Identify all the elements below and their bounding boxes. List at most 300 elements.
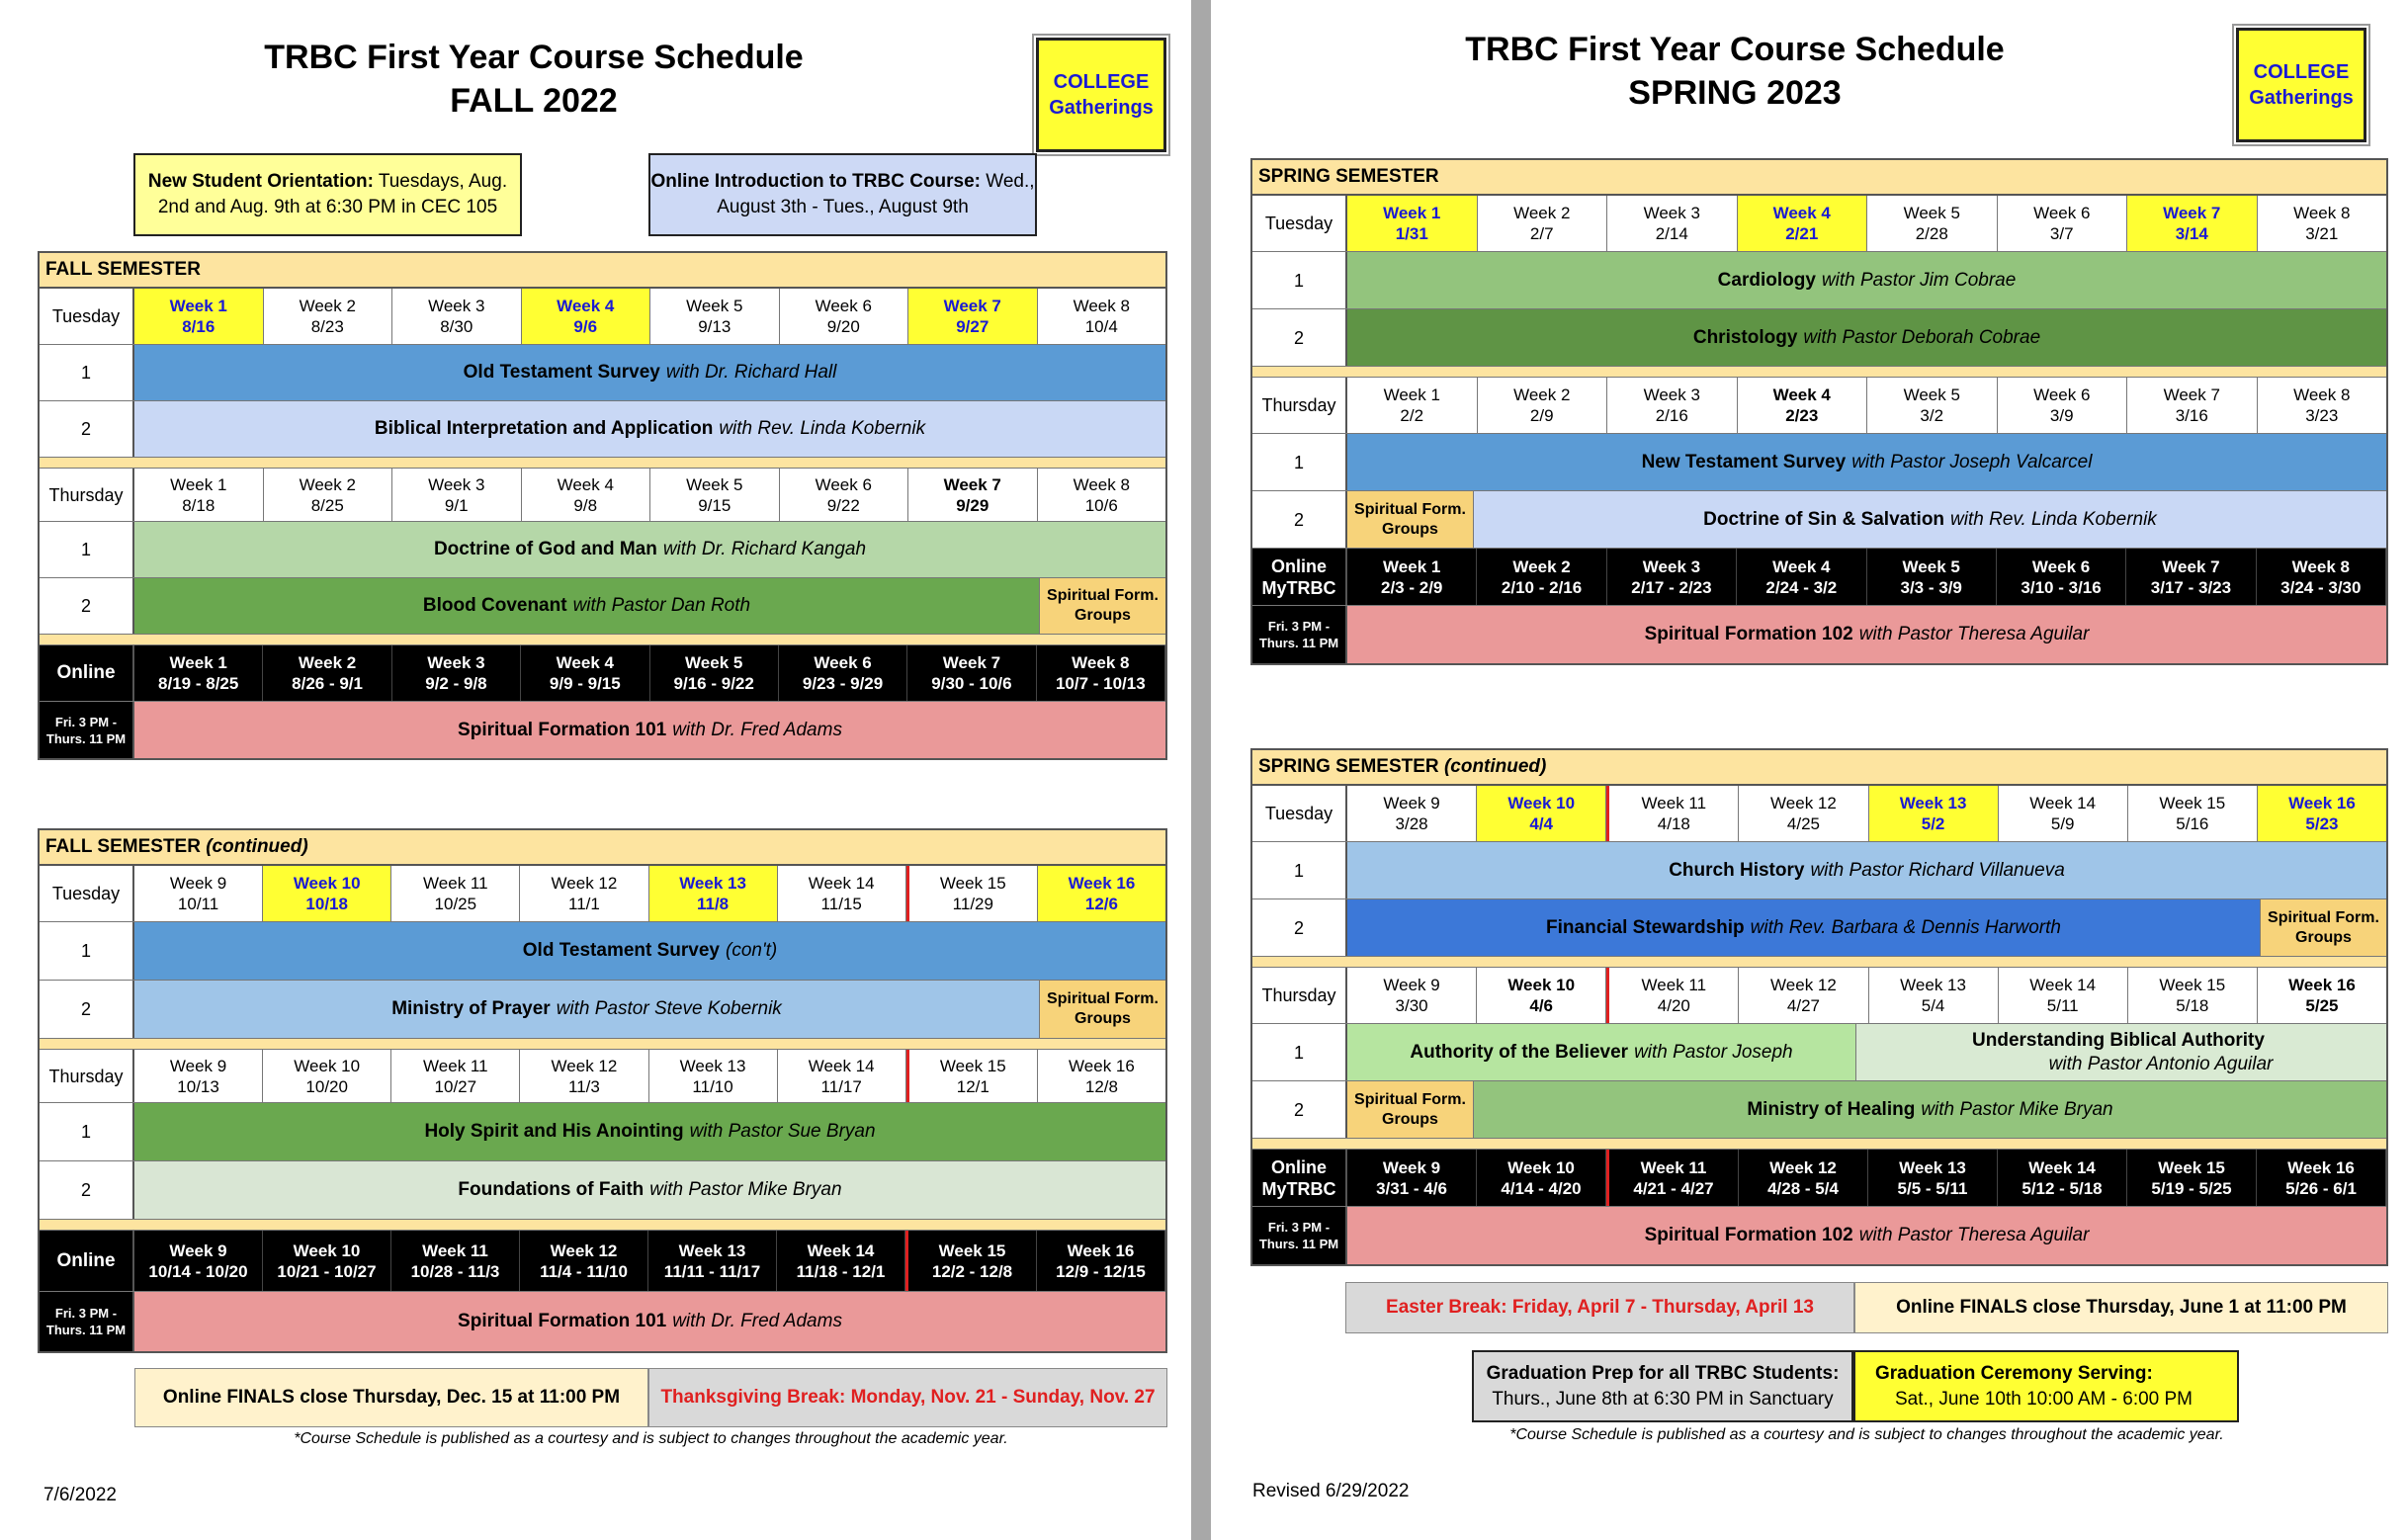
week-cell bbox=[2128, 786, 2258, 841]
row-label: 2 bbox=[40, 1161, 134, 1219]
week-cell bbox=[1999, 786, 2128, 841]
college-gatherings-badge bbox=[2236, 28, 2366, 142]
week-cell bbox=[520, 1231, 648, 1291]
week-cell bbox=[520, 1050, 648, 1102]
tuesday-class-1-row bbox=[1252, 842, 2386, 899]
course-instructor: with Pastor Deborah Cobrae bbox=[1803, 326, 2041, 348]
time-line1: Fri. 3 PM - bbox=[1267, 619, 1331, 634]
week-date: 8/23 bbox=[310, 317, 344, 336]
thursday-class-1-row bbox=[40, 1103, 1165, 1161]
week-date: 9/29 bbox=[956, 495, 989, 515]
week-date: 9/8 bbox=[573, 495, 598, 515]
week-label: Week 16 bbox=[2287, 1157, 2355, 1177]
row-label: 1 bbox=[40, 922, 134, 980]
tuesday-week-row bbox=[40, 866, 1165, 922]
week-date: 10/14 - 10/20 bbox=[148, 1261, 248, 1281]
spring-continued-table bbox=[1250, 748, 2388, 1266]
tuesday-class-2-row bbox=[40, 401, 1165, 458]
week-label: Week 1 bbox=[1383, 385, 1440, 404]
week-cell bbox=[521, 645, 649, 701]
course-instructor: with Pastor Mike Bryan bbox=[1921, 1098, 2113, 1120]
row-label: Tuesday bbox=[1252, 786, 1347, 841]
tuesday-week-row bbox=[1252, 786, 2386, 842]
week-label: Week 8 bbox=[2291, 556, 2350, 576]
week-cell bbox=[1739, 968, 1868, 1023]
week-label: Week 8 bbox=[1073, 474, 1130, 494]
course-name: Holy Spirit and His Anointing bbox=[424, 1121, 684, 1142]
week-date: 4/25 bbox=[1786, 814, 1820, 833]
course-name: Christology bbox=[1692, 326, 1798, 348]
week-cell bbox=[1998, 378, 2128, 433]
spiritual-form-groups bbox=[1039, 578, 1165, 634]
week-label: Week 14 bbox=[808, 1056, 875, 1075]
week-date: 5/23 bbox=[2305, 814, 2339, 833]
row-label: 2 bbox=[1252, 491, 1347, 548]
tuesday-class-2-row bbox=[1252, 309, 2386, 367]
week-label: Week 13 bbox=[679, 1056, 746, 1075]
section-header-cont: (continued) bbox=[1443, 756, 1547, 777]
week-label: Week 6 bbox=[814, 653, 872, 672]
week-label: Week 6 bbox=[815, 297, 872, 315]
online-week-row bbox=[40, 645, 1165, 702]
week-label: Week 7 bbox=[942, 653, 1001, 672]
row-label: 2 bbox=[1252, 309, 1347, 366]
sfg-line2: Groups bbox=[2295, 928, 2352, 946]
time-line2: Thurs. 11 PM bbox=[45, 730, 127, 746]
thursday-week-row bbox=[1252, 968, 2386, 1024]
week-date: 12/6 bbox=[1084, 895, 1118, 913]
section-header bbox=[40, 830, 1165, 866]
week-label: Week 14 bbox=[2029, 794, 2097, 813]
week-date: 3/31 - 4/6 bbox=[1376, 1178, 1447, 1198]
separator bbox=[40, 458, 1165, 469]
online-time-label bbox=[40, 1292, 134, 1351]
sfg-line2: Groups bbox=[1075, 1010, 1131, 1027]
week-date: 3/9 bbox=[2049, 406, 2074, 425]
week-label: Week 7 bbox=[2163, 204, 2221, 222]
week-date: 5/11 bbox=[2046, 996, 2079, 1015]
online-course-row bbox=[40, 1292, 1165, 1351]
week-date: 3/14 bbox=[2175, 224, 2208, 243]
row-label: 1 bbox=[1252, 252, 1347, 308]
fall-page bbox=[0, 0, 1191, 1540]
week-date: 2/21 bbox=[1785, 224, 1819, 243]
course-name: Spiritual Formation 101 bbox=[458, 1311, 667, 1331]
week-date: 10/4 bbox=[1084, 317, 1118, 336]
week-date: 2/3 - 2/9 bbox=[1381, 577, 1443, 597]
course-bar bbox=[134, 1161, 1165, 1219]
week-cell bbox=[1868, 1150, 1998, 1206]
week-cell bbox=[2126, 549, 2256, 605]
course-instructor: (con't) bbox=[726, 940, 778, 961]
course-instructor: with Pastor Antonio Aguilar bbox=[2048, 1053, 2274, 1074]
online-course-row bbox=[1252, 606, 2386, 663]
week-cell bbox=[1867, 549, 1997, 605]
intro-label: Online Introduction to TRBC Course: bbox=[650, 171, 981, 192]
week-label: Week 8 bbox=[1073, 297, 1130, 315]
course-instructor: with Rev. Linda Kobernik bbox=[1950, 508, 2157, 530]
week-label: Week 9 bbox=[169, 874, 227, 893]
week-cell bbox=[1999, 968, 2128, 1023]
week-cell bbox=[2258, 968, 2386, 1023]
course-instructor: with Rev. Barbara & Dennis Harworth bbox=[1750, 916, 2061, 938]
college-label: COLLEGE bbox=[1053, 71, 1150, 93]
time-line2: Thurs. 11 PM bbox=[1258, 636, 1339, 650]
week-date: 12/2 - 12/8 bbox=[931, 1261, 1013, 1281]
separator bbox=[1252, 957, 2386, 968]
week-cell bbox=[778, 1050, 906, 1102]
week-date: 4/4 bbox=[1529, 814, 1553, 833]
week-label: Week 1 bbox=[170, 474, 227, 494]
week-cell bbox=[391, 1050, 520, 1102]
week-cell bbox=[1037, 1231, 1165, 1291]
week-date: 5/4 bbox=[1921, 996, 1945, 1015]
week-cell bbox=[1347, 549, 1477, 605]
week-label: Week 2 bbox=[298, 653, 357, 672]
week-label: Week 2 bbox=[1513, 204, 1571, 222]
tuesday-week-row bbox=[1252, 196, 2386, 252]
course-name: Doctrine of Sin & Salvation bbox=[1703, 508, 1945, 530]
gatherings-label: Gatherings bbox=[1049, 97, 1154, 119]
course-instructor: with Dr. Fred Adams bbox=[672, 719, 842, 740]
week-cell bbox=[1867, 378, 1998, 433]
course-instructor: with Pastor Dan Roth bbox=[572, 595, 751, 616]
week-date: 12/1 bbox=[956, 1076, 989, 1096]
week-cell bbox=[1477, 968, 1606, 1023]
tuesday-class-1-row bbox=[40, 345, 1165, 401]
week-label: Week 13 bbox=[1900, 976, 1966, 994]
week-label: Week 9 bbox=[169, 1241, 227, 1260]
week-cell bbox=[1869, 968, 1999, 1023]
week-cell bbox=[1997, 549, 2126, 605]
time-line1: Fri. 3 PM - bbox=[1267, 1220, 1331, 1235]
course-name: Doctrine of God and Man bbox=[433, 539, 657, 559]
week-date: 10/28 - 11/3 bbox=[410, 1261, 500, 1281]
sfg-line1: Spiritual Form. bbox=[1047, 990, 1159, 1007]
week-date: 9/27 bbox=[956, 317, 989, 336]
row-label: Tuesday bbox=[40, 866, 134, 921]
week-cells bbox=[1347, 549, 2386, 605]
section-header-text: SPRING SEMESTER bbox=[1258, 756, 1439, 777]
week-date: 2/9 bbox=[1529, 406, 1554, 425]
course-instructor: with Dr. Richard Kangah bbox=[662, 539, 867, 559]
thursday-week-row bbox=[40, 1050, 1165, 1103]
course-name: Spiritual Formation 101 bbox=[458, 719, 667, 740]
course-instructor: with Pastor Theresa Aguilar bbox=[1858, 624, 2090, 644]
week-label: Week 16 bbox=[1069, 1056, 1135, 1075]
online-course-row bbox=[40, 702, 1165, 758]
course-bar bbox=[1347, 434, 2386, 490]
week-label: Week 11 bbox=[1641, 794, 1707, 813]
course-name: Ministry of Prayer bbox=[391, 998, 551, 1019]
week-label: Week 12 bbox=[1770, 976, 1837, 994]
week-cell bbox=[1867, 196, 1998, 251]
week-cell bbox=[1998, 196, 2128, 251]
week-cell bbox=[134, 1231, 263, 1291]
week-cell bbox=[134, 289, 264, 344]
week-date: 3/3 - 3/9 bbox=[1900, 577, 1962, 597]
week-cell bbox=[905, 1231, 1037, 1291]
course-name: Ministry of Healing bbox=[1747, 1098, 1916, 1120]
week-label: Week 12 bbox=[1769, 1157, 1837, 1177]
week-cells bbox=[1347, 1150, 2386, 1206]
row-label: 2 bbox=[40, 401, 134, 457]
week-cell bbox=[1038, 289, 1166, 344]
week-date: 11/15 bbox=[820, 895, 862, 913]
mytrbc-label: MyTRBC bbox=[1261, 577, 1336, 598]
course-instructor: with Pastor Richard Villanueva bbox=[1810, 859, 2065, 881]
week-date: 2/24 - 3/2 bbox=[1765, 577, 1838, 597]
week-cell bbox=[1998, 1150, 2127, 1206]
course-bar bbox=[1474, 491, 2386, 548]
week-cells bbox=[1347, 196, 2386, 251]
course-instructor: with Pastor Theresa Aguilar bbox=[1858, 1225, 2090, 1245]
fall-date: 7/6/2022 bbox=[43, 1485, 117, 1505]
spring-disclaimer: *Course Schedule is published as a courtesy and is subject to changes throughout the academic year. bbox=[1509, 1426, 2224, 1443]
week-date: 8/30 bbox=[440, 317, 473, 336]
grad-prep-title: Graduation Prep for all TRBC Students: bbox=[1486, 1362, 1840, 1384]
week-cell bbox=[1477, 1150, 1606, 1206]
row-label: Thursday bbox=[1252, 968, 1347, 1023]
online-week-row bbox=[40, 1231, 1165, 1292]
week-date: 9/15 bbox=[698, 495, 731, 515]
week-label: Week 11 bbox=[1640, 1157, 1707, 1177]
week-cell bbox=[906, 866, 1038, 921]
week-date: 11/17 bbox=[820, 1076, 862, 1096]
week-date: 3/30 bbox=[1395, 996, 1428, 1015]
week-cell bbox=[649, 866, 778, 921]
week-date: 9/2 - 9/8 bbox=[425, 674, 487, 693]
week-date: 5/16 bbox=[2176, 814, 2209, 833]
week-date: 2/2 bbox=[1400, 406, 1424, 425]
row-label: 1 bbox=[40, 522, 134, 577]
online-course-row bbox=[1252, 1207, 2386, 1264]
thursday-class-1-row bbox=[40, 522, 1165, 578]
thursday-class-2-row bbox=[40, 578, 1165, 635]
spring-finals-note: Online FINALS close Thursday, June 1 at 11:00 PM bbox=[1854, 1282, 2388, 1333]
course-instructor: with Pastor Jim Cobrae bbox=[1821, 269, 2017, 291]
online-label: Online bbox=[1270, 1156, 1327, 1177]
week-date: 4/18 bbox=[1657, 814, 1690, 833]
week-label: Week 1 bbox=[1383, 204, 1441, 222]
week-date: 9/1 bbox=[444, 495, 469, 515]
week-cell bbox=[1347, 196, 1478, 251]
course-instructor: with Pastor Mike Bryan bbox=[649, 1179, 842, 1200]
course-bar bbox=[134, 522, 1165, 577]
week-date: 8/19 - 8/25 bbox=[158, 674, 239, 693]
week-cell bbox=[780, 469, 909, 521]
week-cell bbox=[906, 1050, 1038, 1102]
week-label: Week 15 bbox=[2159, 976, 2226, 994]
online-label: Online bbox=[1270, 556, 1327, 576]
week-label: Week 9 bbox=[1383, 794, 1440, 813]
graduation-notes bbox=[1472, 1350, 2239, 1422]
week-label: Week 3 bbox=[1642, 556, 1701, 576]
week-label: Week 12 bbox=[550, 1241, 618, 1260]
week-date: 12/8 bbox=[1084, 1076, 1118, 1096]
course-name: Spiritual Formation 102 bbox=[1644, 624, 1853, 644]
course-instructor: with Rev. Linda Kobernik bbox=[719, 418, 926, 439]
row-label: 1 bbox=[1252, 1024, 1347, 1080]
section-header-text: FALL SEMESTER bbox=[45, 836, 201, 857]
college-label: COLLEGE bbox=[2253, 61, 2350, 83]
week-date: 5/9 bbox=[2050, 814, 2075, 833]
spring-semester-table bbox=[1250, 158, 2388, 665]
week-label: Week 6 bbox=[2031, 556, 2091, 576]
week-date: 5/12 - 5/18 bbox=[2021, 1178, 2103, 1198]
row-label: Online bbox=[40, 645, 134, 701]
week-date: 4/21 - 4/27 bbox=[1633, 1178, 1714, 1198]
spring-footer-notes bbox=[1345, 1282, 2388, 1333]
week-cell bbox=[908, 289, 1038, 344]
row-label: 2 bbox=[40, 981, 134, 1038]
week-cell bbox=[2127, 196, 2258, 251]
week-cell bbox=[391, 866, 520, 921]
week-date: 10/11 bbox=[177, 895, 219, 913]
week-date: 3/28 bbox=[1395, 814, 1428, 833]
course-bar bbox=[1347, 1024, 1855, 1080]
week-date: 9/9 - 9/15 bbox=[549, 674, 621, 693]
week-date: 8/18 bbox=[182, 495, 215, 515]
course-instructor: with Pastor Joseph Valcarcel bbox=[1851, 451, 2093, 472]
week-date: 3/2 bbox=[1920, 406, 1944, 425]
course-instructor: with Pastor Steve Kobernik bbox=[556, 998, 782, 1019]
online-week-row bbox=[1252, 549, 2386, 606]
week-date: 5/2 bbox=[1921, 814, 1945, 833]
week-date: 4/6 bbox=[1529, 996, 1553, 1015]
week-label: Week 15 bbox=[939, 1056, 1006, 1075]
week-date: 2/14 bbox=[1655, 224, 1688, 243]
week-label: Week 16 bbox=[1068, 874, 1136, 893]
week-date: 9/16 - 9/22 bbox=[673, 674, 754, 693]
week-cell bbox=[1606, 786, 1739, 841]
easter-break-note: Easter Break: Friday, April 7 - Thursday, April 13 bbox=[1345, 1282, 1854, 1333]
week-date: 4/20 bbox=[1657, 996, 1690, 1015]
thursday-class-1-row bbox=[1252, 1024, 2386, 1081]
week-label: Week 9 bbox=[169, 1056, 227, 1075]
week-cell bbox=[134, 469, 264, 521]
week-date: 3/24 - 3/30 bbox=[2280, 577, 2362, 597]
separator bbox=[40, 1039, 1165, 1050]
course-instructor: with Dr. Richard Hall bbox=[665, 362, 837, 383]
week-label: Week 1 bbox=[169, 297, 227, 315]
week-cell bbox=[1347, 968, 1477, 1023]
row-label: 1 bbox=[40, 345, 134, 400]
week-date: 2/23 bbox=[1785, 406, 1819, 425]
week-cell bbox=[2257, 1150, 2386, 1206]
spring-title bbox=[1409, 28, 2061, 115]
week-cell bbox=[522, 469, 651, 521]
row-label: 2 bbox=[1252, 899, 1347, 956]
week-cells bbox=[1347, 378, 2386, 433]
course-name: Church History bbox=[1669, 859, 1805, 881]
orientation-note bbox=[133, 153, 522, 236]
row-label: Tuesday bbox=[1252, 196, 1347, 251]
week-cell bbox=[650, 289, 780, 344]
course-bar bbox=[1347, 252, 2386, 308]
course-name: Understanding Biblical Authority bbox=[1972, 1029, 2265, 1051]
course-name: Financial Stewardship bbox=[1546, 916, 1745, 938]
spiritual-form-groups bbox=[1347, 491, 1474, 548]
fall-semester-table bbox=[38, 251, 1167, 760]
week-cells bbox=[134, 469, 1165, 521]
course-instructor: with Pastor Sue Bryan bbox=[689, 1121, 876, 1142]
course-name: New Testament Survey bbox=[1641, 451, 1847, 472]
week-cell bbox=[777, 1231, 905, 1291]
week-cells bbox=[1347, 786, 2386, 841]
week-label: Week 4 bbox=[556, 653, 614, 672]
week-label: Week 1 bbox=[1383, 556, 1441, 576]
week-label: Week 4 bbox=[557, 297, 615, 315]
week-label: Week 7 bbox=[943, 474, 1001, 494]
week-date: 3/7 bbox=[2049, 224, 2074, 243]
week-label: Week 16 bbox=[2288, 976, 2356, 994]
week-label: Week 16 bbox=[1067, 1241, 1135, 1260]
week-cell bbox=[2127, 378, 2258, 433]
week-label: Week 15 bbox=[939, 874, 1006, 893]
week-label: Week 3 bbox=[428, 297, 485, 315]
course-name: Authority of the Believer bbox=[1410, 1041, 1629, 1063]
week-date: 9/30 - 10/6 bbox=[931, 674, 1012, 693]
week-cell bbox=[1038, 469, 1166, 521]
week-cells bbox=[134, 866, 1165, 921]
week-label: Week 6 bbox=[815, 474, 872, 494]
week-cell bbox=[650, 645, 779, 701]
week-label: Week 11 bbox=[423, 1056, 488, 1075]
spring-page bbox=[1211, 0, 2408, 1540]
week-date: 5/5 - 5/11 bbox=[1897, 1178, 1968, 1198]
sfg-line2: Groups bbox=[1075, 607, 1131, 624]
thursday-class-1-row bbox=[1252, 434, 2386, 491]
grad-prep-note bbox=[1472, 1350, 1853, 1422]
week-date: 2/16 bbox=[1655, 406, 1688, 425]
week-date: 12/9 - 12/15 bbox=[1056, 1261, 1146, 1281]
week-label: Week 4 bbox=[1772, 204, 1831, 222]
week-cells bbox=[134, 289, 1165, 344]
week-cell bbox=[779, 645, 907, 701]
fall-title-line2: FALL 2022 bbox=[450, 82, 618, 120]
section-header bbox=[1252, 750, 2386, 786]
week-label: Week 10 bbox=[293, 1241, 361, 1260]
section-header: SPRING SEMESTER bbox=[1252, 160, 2386, 196]
tuesday-class-1-row bbox=[40, 922, 1165, 981]
intro-details: August 3th - Tues., August 9th bbox=[717, 197, 969, 217]
week-label: Week 13 bbox=[1899, 1157, 1966, 1177]
week-cell bbox=[263, 645, 391, 701]
week-cell bbox=[907, 645, 1036, 701]
week-date: 3/17 - 3/23 bbox=[2150, 577, 2232, 597]
week-cell bbox=[134, 645, 263, 701]
week-date: 5/25 bbox=[2305, 996, 2339, 1015]
course-name: Cardiology bbox=[1717, 269, 1816, 291]
sfg-line1: Spiritual Form. bbox=[1354, 1090, 1466, 1108]
week-date: 5/19 - 5/25 bbox=[2151, 1178, 2232, 1198]
week-date: 10/6 bbox=[1084, 495, 1118, 515]
week-label: Week 5 bbox=[686, 297, 743, 315]
week-date: 10/20 bbox=[305, 1076, 348, 1096]
week-cell bbox=[2128, 968, 2258, 1023]
row-label: 2 bbox=[1252, 1081, 1347, 1138]
separator bbox=[40, 635, 1165, 645]
tuesday-class-1-row bbox=[1252, 252, 2386, 309]
course-bar bbox=[1347, 309, 2386, 366]
thursday-week-row bbox=[40, 469, 1165, 522]
week-cell bbox=[264, 469, 393, 521]
week-cell bbox=[780, 289, 909, 344]
spring-date: Revised 6/29/2022 bbox=[1252, 1481, 1410, 1501]
spring-title-line2: SPRING 2023 bbox=[1628, 74, 1842, 112]
week-date: 10/13 bbox=[177, 1076, 219, 1096]
